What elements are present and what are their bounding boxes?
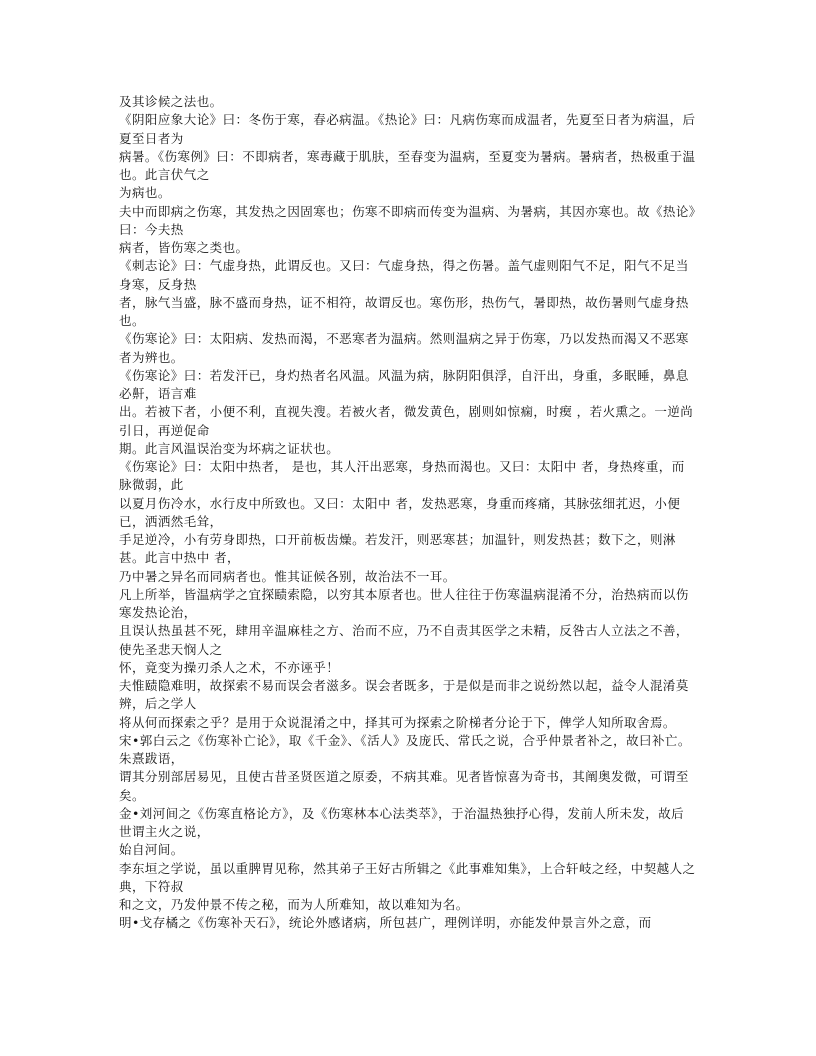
- document-page: [119, 93, 697, 933]
- text-line: 将从何而探索之乎？是用于众说混淆之中，择其可为探索之阶梯者分论于下，俾学人知所取舍焉。: [119, 714, 676, 730]
- text-line: 谓其分别部居易见，且使古昔圣贤医道之原委，不病其难。见者皆惊喜为奇书，其阐奥发微，可谓至矣。: [119, 769, 689, 803]
- text-line: 期。此言风温误治变为坏病之证状也。: [119, 440, 340, 456]
- text-line: 宋•郭白云之《伤寒补亡论》，取《千金》、《活人》及庞氏、常氏之说，合乎仲景者补之，故曰补亡。朱熹跋语，: [119, 732, 691, 766]
- text-line: 病者，皆伤寒之类也。: [119, 240, 249, 255]
- text-line: 为病也。: [119, 185, 171, 201]
- text-line: 夫中而即病之伤寒，其发热之因固寒也；伤寒不即病而传变为温病、为暑病，其因亦寒也。故《热论》曰：今夫热: [119, 203, 696, 237]
- text-line: 以夏月伤冷水，水行皮中所致也。又曰：太阳中 者，发热恶寒，身重而疼痛，其脉弦细芤迟，小便已，洒洒然毛耸，: [119, 495, 681, 529]
- text-line: 夫惟赜隐难明，故探索不易而误会者滋多。误会者既多，于是似是而非之说纷然以起，益令人混淆莫辨，后之学人: [119, 678, 689, 712]
- text-line: 及其诊候之法也。: [119, 94, 223, 109]
- text-line: 明•戈存橘之《伤寒补天石》，统论外感诸病，所包甚广，理例详明，亦能发仲景言外之意，而: [119, 915, 652, 931]
- text-line: 李东垣之学说，虽以重脾胃见称，然其弟子王好古所辑之《此事难知集》，上合轩岐之经，中契越人之典，下符叔: [119, 860, 696, 894]
- text-line: 金•刘河间之《伤寒直格论方》，及《伤寒林本心法类萃》，于治温热独抒心得，发前人所未发，故后世谓主火之说，: [119, 805, 685, 839]
- text-line: 手足逆冷，小有劳身即热，口开前板齿燥。若发汗，则恶寒甚；加温针，则发热甚；数下之，则淋甚。此言中热中 者，: [119, 532, 676, 566]
- text-line: 《伤寒论》曰：太阳病、发热而渴，不恶寒者为温病。然则温病之异于伤寒，乃以发热而渴又不恶寒者为辨也。: [119, 331, 689, 365]
- text-line: 者，脉气当盛，脉不盛而身热，证不相符，故谓反也。寒伤形，热伤气，暑即热，故伤暑则气虚身热也。: [119, 294, 689, 328]
- text-line: 《阴阳应象大论》曰：冬伤于寒，春必病温。《热论》曰：凡病伤寒而成温者，先夏至日者为病温，后夏至日者为: [119, 112, 696, 146]
- text-line: 且误认热虽甚不死，肆用辛温麻桂之方、治而不应，乃不自责其医学之未精，反咎古人立法之不善，使先圣悲天悯人之: [119, 623, 689, 657]
- text-line: 和之文，乃发仲景不传之秘，而为人所难知，故以难知为名。: [119, 897, 469, 912]
- text-line: 病暑。《伤寒例》曰：不即病者，寒毒藏于肌肤，至春变为温病，至夏变为暑病。暑病者，热极重于温也。此言伏气之: [119, 148, 696, 182]
- text-line: 怀，竟变为操刃杀人之术，不亦诬乎！: [119, 659, 340, 675]
- text-line: 始自河间。: [119, 842, 184, 858]
- text-line: 《伤寒论》曰：若发汗已，身灼热者名风温。风温为病，脉阴阳俱浮，自汗出，身重，多眠睡，鼻息必鼾，语言难: [119, 367, 689, 401]
- text-line: 乃中暑之异名而同病者也。惟其证候各别，故治法不一耳。: [119, 568, 456, 584]
- text-line: 《伤寒论》曰：太阳中热者， 是也，其人汗出恶寒，身热而渴也。又曰：太阳中 者，身热疼重，而脉微弱，此: [119, 459, 685, 493]
- text-line: 出。若被下者，小便不利，直视失溲。若被火者，微发黄色，剧则如惊痫，时瘈 ，若火熏之。一逆尚引日，再逆促命: [119, 404, 694, 438]
- text-line: 凡上所举，皆温病学之宜探赜索隐，以穷其本原者也。世人往往于伤寒温病混淆不分，治热病而以伤寒发热论治，: [119, 586, 689, 620]
- text-line: 《刺志论》曰：气虚身热，此谓反也。又曰：气虚身热，得之伤暑。盖气虚则阳气不足，阳气不足当身寒，反身热: [119, 258, 689, 292]
